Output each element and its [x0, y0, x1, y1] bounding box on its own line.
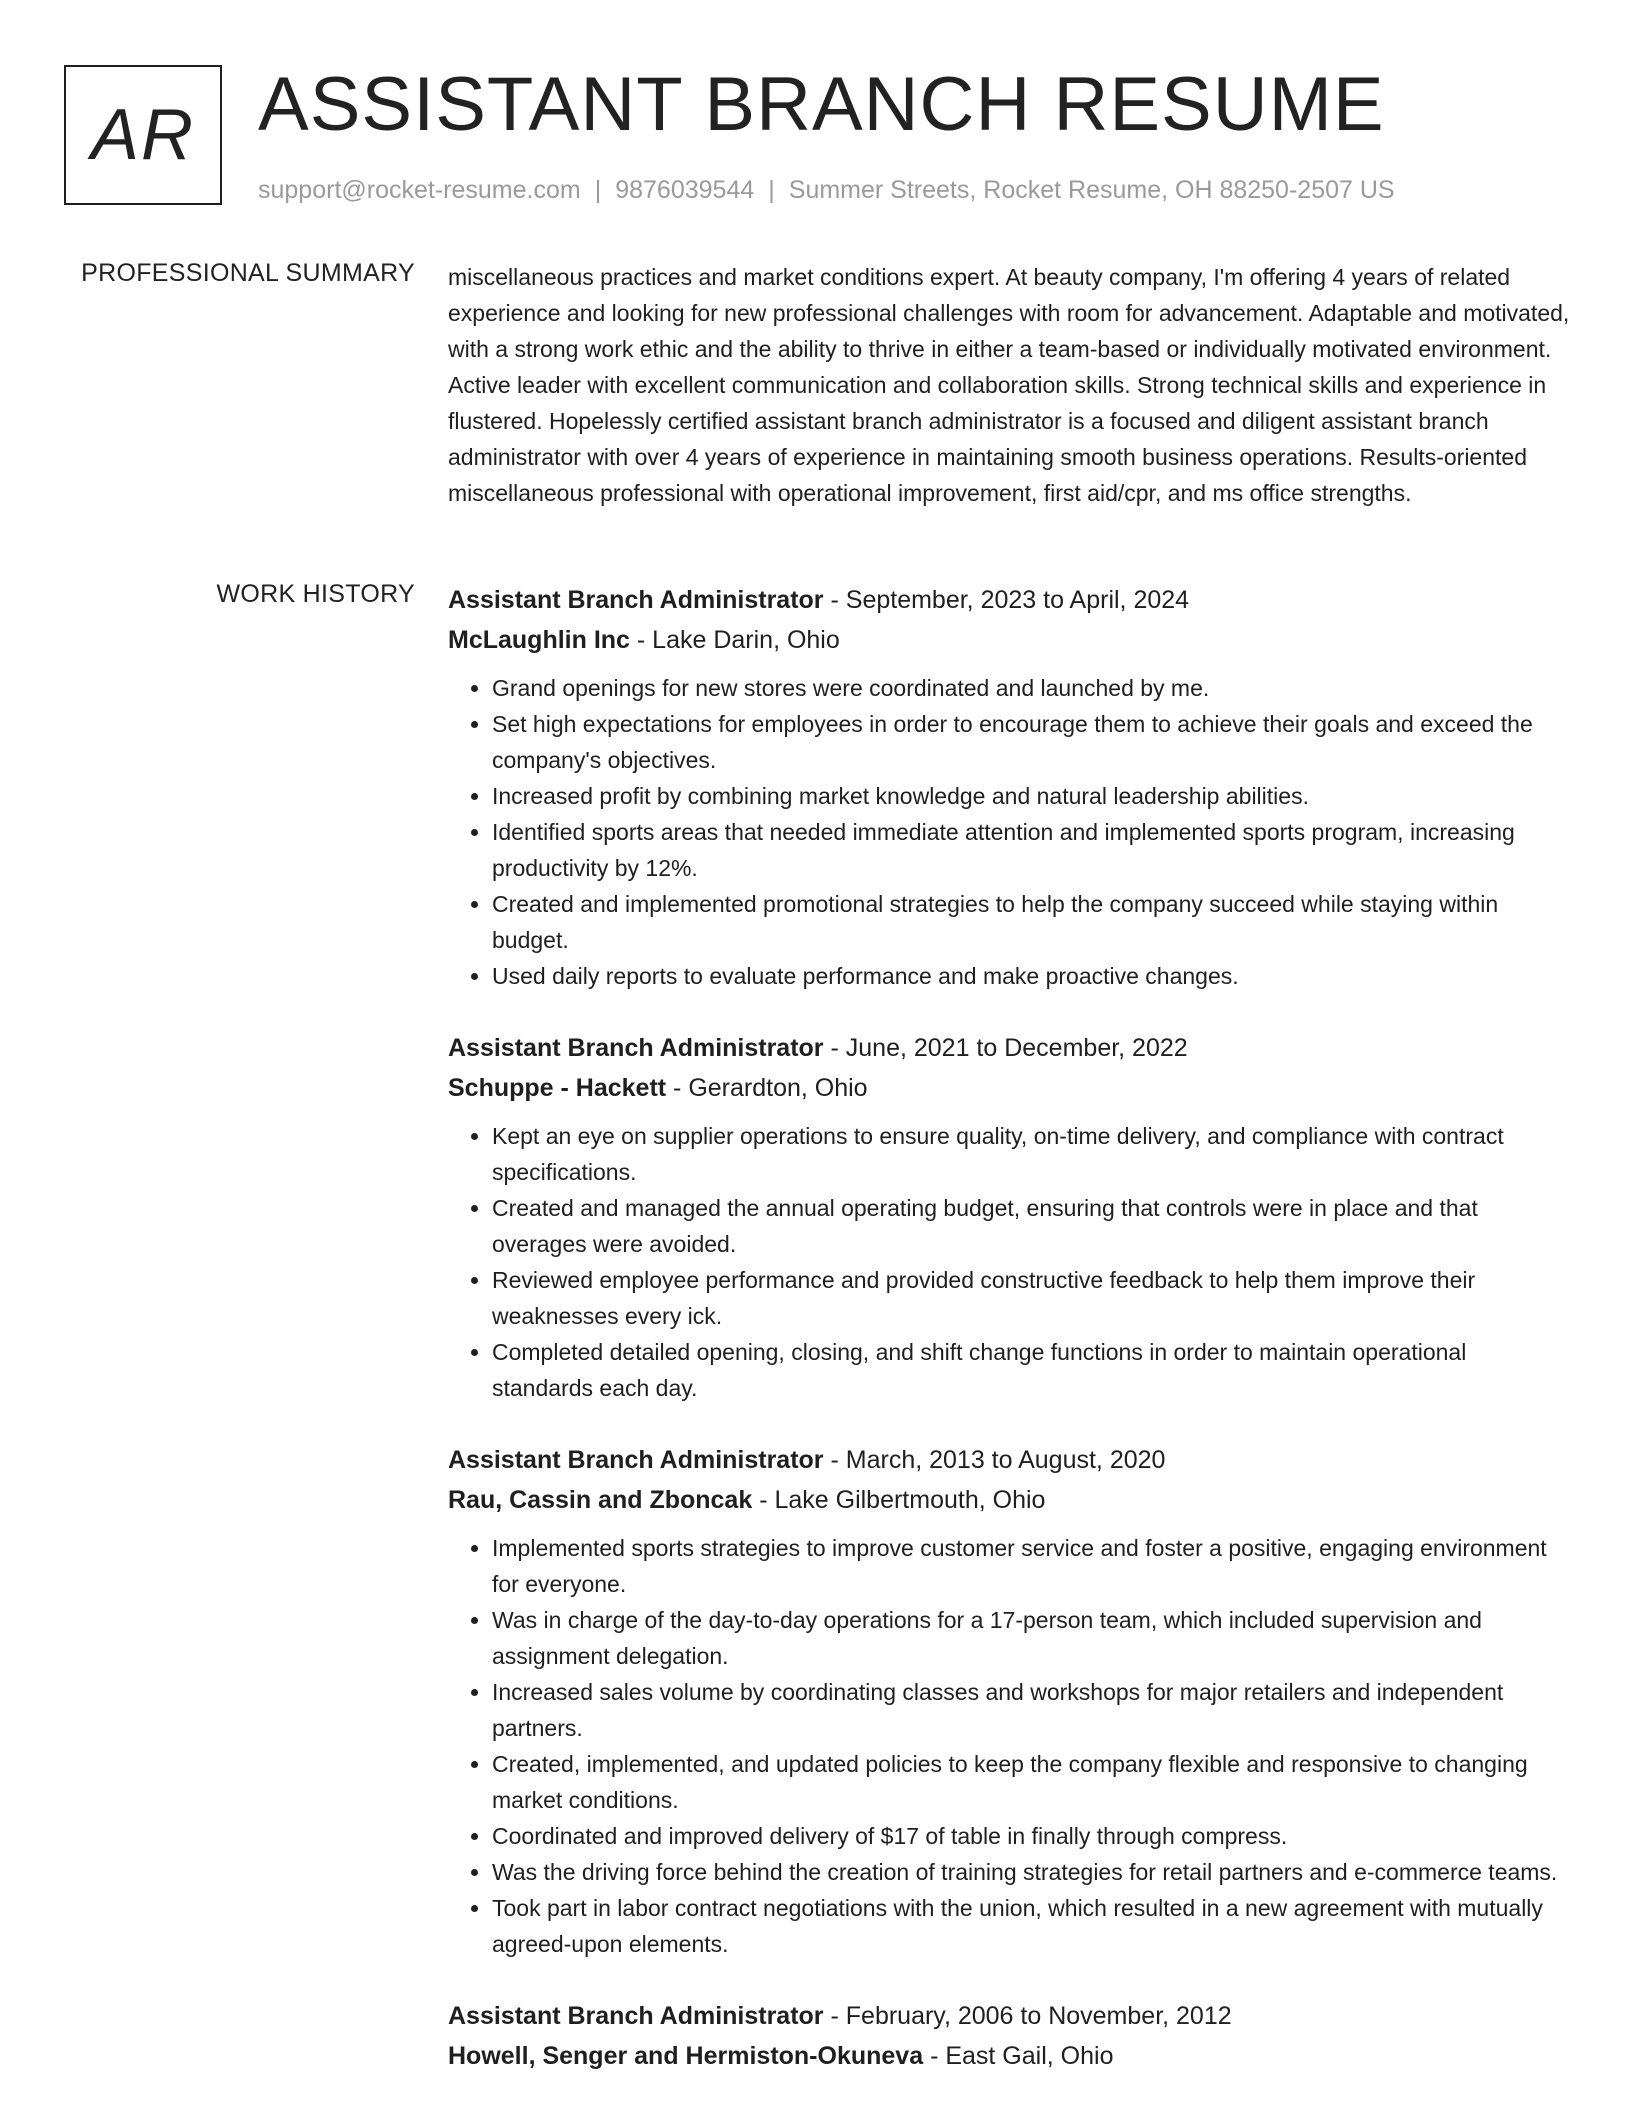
job-company-line: [448, 1480, 1572, 1520]
job-bullet: • Created, implemented, and updated policies to keep the company flexible and responsive to changing market conditions.: [492, 1746, 1572, 1818]
summary-body: [448, 259, 1572, 511]
job-bullets: [448, 670, 1572, 994]
job-title-line: [448, 1440, 1572, 1480]
job-bullet: • Used daily reports to evaluate performance and make proactive changes.: [492, 958, 1572, 994]
job-company: McLaughlin Inc: [448, 626, 630, 654]
job-bullet: • Increased sales volume by coordinating classes and workshops for major retailers and independent partners.: [492, 1674, 1572, 1746]
job-title-line: [448, 1996, 1572, 2036]
job-company-line: [448, 1068, 1572, 1108]
job-location: - East Gail, Ohio: [923, 2042, 1114, 2070]
summary-text: miscellaneous practices and market conditions expert. At beauty company, I'm offering 4 years of related experience and looking for new professional challenges with room for advancement. Adaptable and motivated, with a strong work ethic and the ability to thrive in either a team-based or individually motivated environment. Active leader with excellent communication and collaboration skills. Strong technical skills and experience in flustered. Hopelessly certified assistant branch administrator is a focused and diligent assistant branch administrator with over 4 years of experience in maintaining smooth business operations. Results-oriented miscellaneous professional with operational improvement, first aid/cpr, and ms office strengths.: [448, 264, 1570, 506]
contact-separator: |: [594, 176, 602, 204]
job-company: Rau, Cassin and Zboncak: [448, 1486, 753, 1514]
job-bullet: • Set high expectations for employees in order to encourage them to achieve their goals and exceed the company's objectives.: [492, 706, 1572, 778]
job-bullet: • Identified sports areas that needed immediate attention and implemented sports program, increasing productivity by 12%.: [492, 814, 1572, 886]
job-bullet: • Grand openings for new stores were coordinated and launched by me.: [492, 670, 1572, 706]
job-bullet: • Coordinated and improved delivery of $17 of table in finally through compress.: [492, 1818, 1572, 1854]
job-bullet: • Took part in labor contract negotiations with the union, which resulted in a new agreement with mutually agreed-upon elements.: [492, 1890, 1572, 1962]
job-entry: [448, 580, 1572, 994]
job-bullets: [448, 1530, 1572, 1962]
job-dates: - June, 2021 to December, 2022: [823, 1034, 1188, 1062]
monogram-box: [64, 65, 222, 205]
contact-phone[interactable]: 9876039544: [615, 176, 755, 204]
job-bullets: [448, 1118, 1572, 1406]
job-bullet: • Was in charge of the day-to-day operations for a 17-person team, which included supervision and assignment delegation.: [492, 1602, 1572, 1674]
job-bullet: • Reviewed employee performance and provided constructive feedback to help them improve their weaknesses every ick.: [492, 1262, 1572, 1334]
job-dates: - February, 2006 to November, 2012: [823, 2002, 1232, 2030]
job-bullet: • Completed detailed opening, closing, and shift change functions in order to maintain operational standards each day.: [492, 1334, 1572, 1406]
job-role: Assistant Branch Administrator: [448, 586, 824, 614]
job-title-line: [448, 580, 1572, 620]
job-dates: - March, 2013 to August, 2020: [823, 1446, 1166, 1474]
monogram-initials: AR: [90, 95, 196, 175]
job-role: Assistant Branch Administrator: [448, 2002, 824, 2030]
job-bullet: • Created and implemented promotional strategies to help the company succeed while staying within budget.: [492, 886, 1572, 958]
contact-email[interactable]: support@rocket-resume.com: [258, 176, 581, 204]
job-location: - Gerardton, Ohio: [666, 1074, 868, 1102]
job-location: - Lake Gilbertmouth, Ohio: [752, 1486, 1046, 1514]
resume-header: [64, 62, 1568, 210]
job-role: Assistant Branch Administrator: [448, 1446, 824, 1474]
job-location: - Lake Darin, Ohio: [629, 626, 840, 654]
job-entry: [448, 1996, 1572, 2076]
section-label-work-history: WORK HISTORY: [216, 580, 415, 608]
job-company: Howell, Senger and Hermiston-Okuneva: [448, 2042, 924, 2070]
job-company-line: [448, 2036, 1572, 2076]
job-title-line: [448, 1028, 1572, 1068]
contact-line: [258, 176, 1395, 205]
job-bullet: • Increased profit by combining market knowledge and natural leadership abilities.: [492, 778, 1572, 814]
resume-title: ASSISTANT BRANCH RESUME: [258, 62, 1385, 147]
job-entry: [448, 1028, 1572, 1406]
job-role: Assistant Branch Administrator: [448, 1034, 824, 1062]
job-company-line: [448, 620, 1572, 660]
job-bullet: • Kept an eye on supplier operations to ensure quality, on-time delivery, and compliance with contract specifications.: [492, 1118, 1572, 1190]
job-dates: - September, 2023 to April, 2024: [823, 586, 1190, 614]
contact-separator: |: [768, 176, 775, 204]
job-bullet: • Was the driving force behind the creation of training strategies for retail partners and e-commerce teams.: [492, 1854, 1572, 1890]
job-company: Schuppe - Hackett: [448, 1074, 667, 1102]
contact-address: Summer Streets, Rocket Resume, OH 88250-2507 US: [788, 176, 1395, 204]
job-bullet: • Created and managed the annual operating budget, ensuring that controls were in place and that overages were avoided.: [492, 1190, 1572, 1262]
job-bullet: • Implemented sports strategies to improve customer service and foster a positive, engaging environment for everyone.: [492, 1530, 1572, 1602]
section-label-summary: PROFESSIONAL SUMMARY: [81, 259, 415, 287]
work-history-body: [448, 580, 1572, 2110]
job-entry: [448, 1440, 1572, 1962]
